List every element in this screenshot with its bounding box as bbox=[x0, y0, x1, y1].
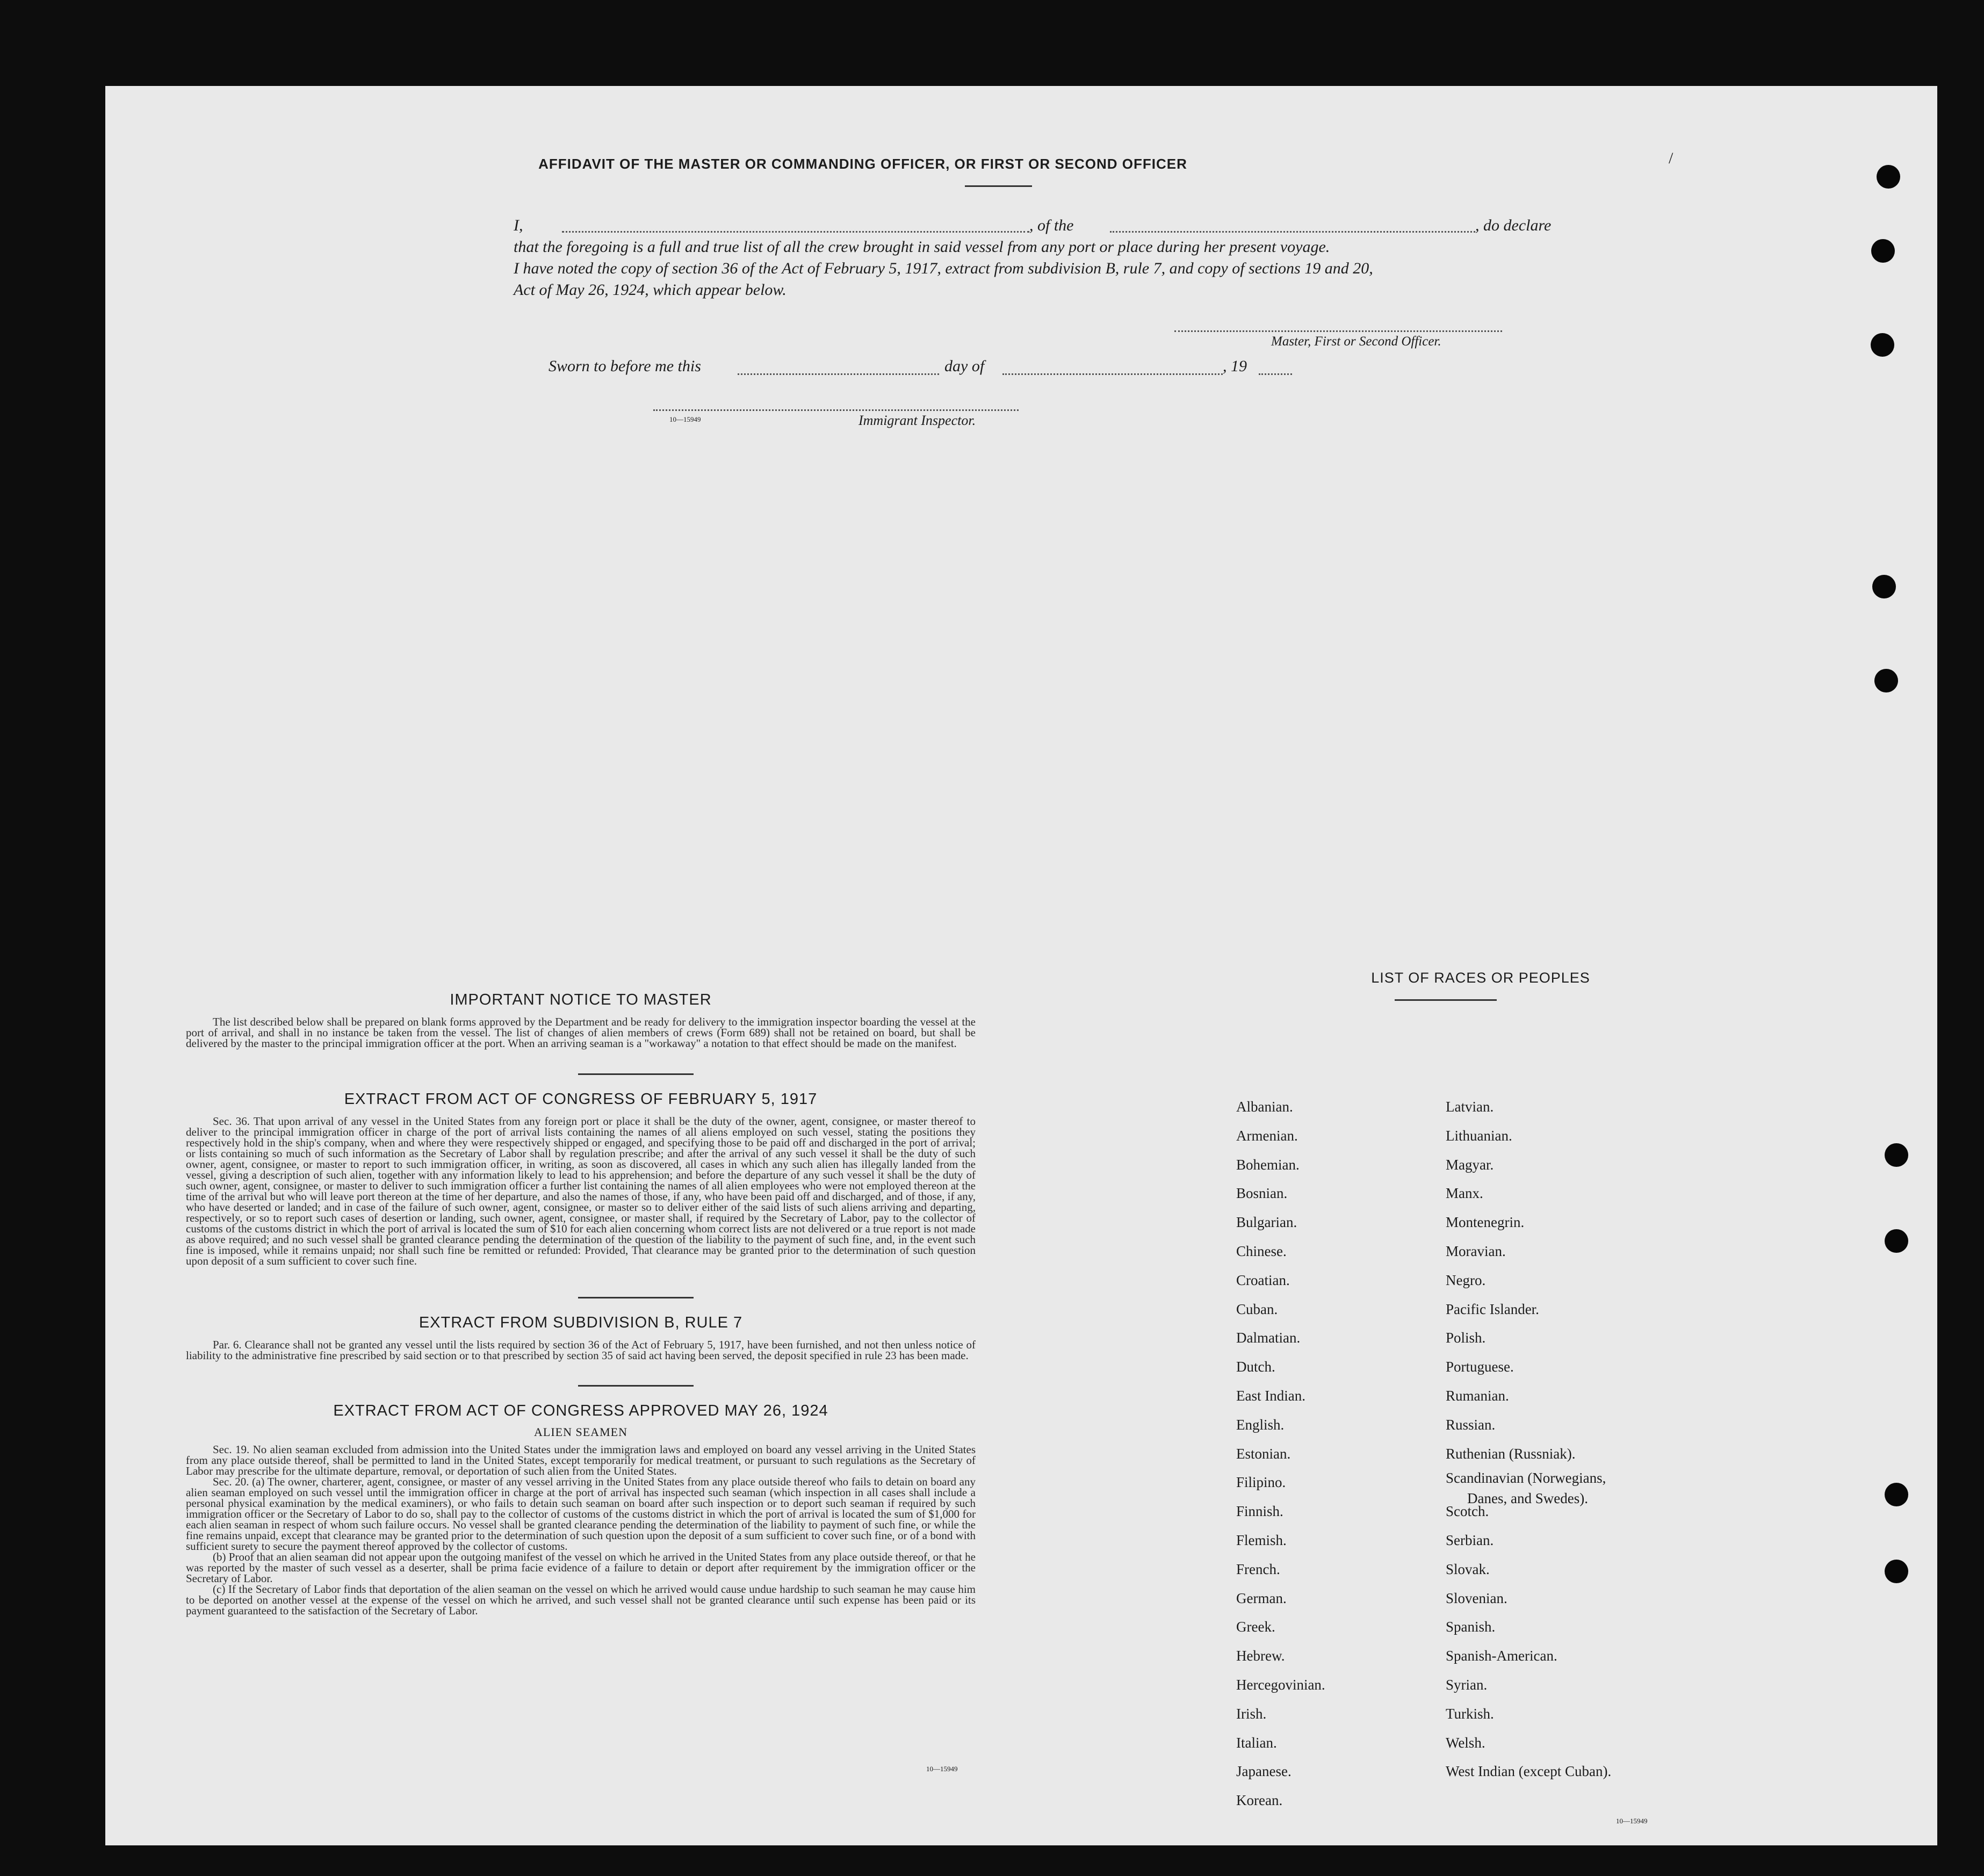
sworn-day-field-line[interactable] bbox=[738, 373, 939, 375]
i-label: I, bbox=[514, 217, 523, 234]
race-item: Serbian. bbox=[1446, 1532, 1494, 1548]
race-item: Magyar. bbox=[1446, 1157, 1494, 1173]
alien-seamen-subtitle: ALIEN SEAMEN bbox=[534, 1425, 627, 1439]
section-36-paragraph: Sec. 36. That upon arrival of any vessel in the United States from any foreign port or place it shall be the duty of the owner, agent, consignee, or master thereof to deliver to the principal immigration officer in charge of the port of arrival lists containing the names of all aliens employed on such vessel, stating the positions they respectively hold in the ship's company, when and where they were respectively shipped or engaged, and specifying those to be paid off and discharged in the port of arrival; or lists containing so much of such information as the Secretary of Labor shall by regulation prescribe; and after the arrival of any such vessel it shall be the duty of such owner, agent, consignee, or master to report to such immigration officer, in writing, as soon as discovered, all cases in which any such alien has illegally landed from the vessel, giving a description of such alien, together with any information likely to lead to his apprehension; and before the departure of any such vessel it shall be the duty of such owner, agent, consignee, or master to deliver to such immigration officer a further list containing the names of all alien employees who were not employed thereon at the time of the arrival but who will leave port thereon at the time of her departure, and also the names of those, if any, who have been paid off and discharged, and of those, if any, who have deserted or landed; and in case of the failure of such owner, agent, consignee, or master so to deliver either of the said lists of such aliens arriving and departing, respectively, or so to report such cases of desertion or landing, such owner, agent, consignee, or master shall, if required by the Secretary of Labor, pay to the collector of customs of the customs district in which the port of arrival is located the sum of $10 for each alien concerning whom correct lists are not delivered or a true report is not made as above required; and no such vessel shall be granted clearance pending the determination of the question of the liability to the payment of such fine, and, in the event such fine is imposed, while it remains unpaid; nor shall such fine be remitted or refunded: Provided, That clearance may be granted prior to the determination of such question upon deposit of a sum sufficient to cover such fine. bbox=[186, 1115, 976, 1267]
master-signature-line[interactable] bbox=[1174, 330, 1502, 332]
rule7-divider bbox=[578, 1385, 694, 1387]
race-item: Danes, and Swedes). bbox=[1467, 1490, 1588, 1506]
binder-hole bbox=[1885, 1229, 1908, 1253]
sworn-line bbox=[549, 357, 1408, 379]
binder-hole bbox=[1872, 575, 1896, 598]
race-item: Spanish. bbox=[1446, 1619, 1496, 1635]
binder-hole bbox=[1885, 1560, 1908, 1583]
races-title: LIST OF RACES OR PEOPLES bbox=[1371, 970, 1590, 986]
extract-1924-text bbox=[186, 1444, 976, 1616]
race-item: Irish. bbox=[1236, 1706, 1267, 1722]
extract-1917-text bbox=[186, 1116, 976, 1266]
affidavit-statement bbox=[514, 215, 1642, 301]
race-item: Filipino. bbox=[1236, 1474, 1286, 1490]
race-item: Negro. bbox=[1446, 1272, 1486, 1288]
sec20a-paragraph: Sec. 20. (a) The owner, charterer, agent, consignee, or master of any vessel arriving in the United States from any place outside thereof who fails to detain on board any alien seaman employed on such vessel until the immigration officer in charge at the port of arrival has inspected such seaman (which inspection in all cases shall include a personal physical examination by the medical examiners), or who fails to detain such seaman on board after such inspection or to deport such seaman if required by such immigration officer or the Secretary of Labor to do so, shall pay to the collector of customs of the customs district in which the port of arrival is located the sum of $1,000 for each alien seaman in respect of whom such failure occurs. No vessel shall be granted clearance pending the determination of the liability to payment of such fine, or while the fine remains unpaid, except that clearance may be granted prior to the determination of such question upon the deposit of a sum sufficient to cover such fine, or of a bond with sufficient surety to secure the payment thereof approved by the collector of customs. bbox=[186, 1475, 976, 1553]
race-item: Polish. bbox=[1446, 1330, 1486, 1346]
extract-1917-divider bbox=[578, 1297, 694, 1298]
race-item: Manx. bbox=[1446, 1185, 1483, 1201]
inspector-signature-line[interactable] bbox=[653, 409, 1019, 411]
notice-text bbox=[186, 1016, 976, 1049]
do-declare-label: , do declare bbox=[1475, 217, 1552, 234]
race-item: Finnish. bbox=[1236, 1503, 1283, 1519]
race-item: Moravian. bbox=[1446, 1243, 1506, 1259]
race-item: Montenegrin. bbox=[1446, 1214, 1525, 1230]
statement-line-4: Act of May 26, 1924, which appear below. bbox=[514, 281, 787, 299]
notice-divider bbox=[578, 1073, 694, 1075]
extract-form-number: 10—15949 bbox=[926, 1765, 958, 1773]
rule7-paragraph: Par. 6. Clearance shall not be granted any vessel until the lists required by section 36 of the Act of February 5, 1917, have been furnished, and not then unless notice of liability to the administrative fine prescribed by said section or to that prescribed by section 35 of said act having been served, the deposit specified in rule 23 has been made. bbox=[186, 1338, 976, 1362]
sec19-paragraph: Sec. 19. No alien seaman excluded from admission into the United States under the immigration laws and employed on board any vessel arriving in the United States from any place outside thereof, shall be permitted to land in the United States, except temporarily for medical treatment, or pursuant to such regulations as the Secretary of Labor may prescribe for the ultimate departure, removal, or deportation of such alien from the United States. bbox=[186, 1443, 976, 1477]
race-item: Syrian. bbox=[1446, 1677, 1488, 1693]
sec20c-paragraph: (c) If the Secretary of Labor finds that deportation of the alien seaman on the vessel on which he arrived would cause undue hardship to such seaman he may cause him to be deported on another vessel at the expense of the vessel on which he arrived, and such vessel shall not be granted clearance until such expense has been paid or its payment guaranteed to the satisfaction of the Secretary of Labor. bbox=[186, 1583, 976, 1617]
race-item: West Indian (except Cuban). bbox=[1446, 1763, 1612, 1779]
race-item: Albanian. bbox=[1236, 1099, 1293, 1115]
race-item: Scandinavian (Norwegians, bbox=[1446, 1470, 1606, 1486]
race-item: Bosnian. bbox=[1236, 1185, 1288, 1201]
race-item: Hebrew. bbox=[1236, 1648, 1285, 1664]
race-item: Slovenian. bbox=[1446, 1590, 1507, 1606]
race-item: Turkish. bbox=[1446, 1706, 1494, 1722]
sec20b-paragraph: (b) Proof that an alien seaman did not appear upon the outgoing manifest of the vessel on which he arrived in the United States from any place outside thereof, or that he was reported by the master of such vessel as a deserter, shall be prima facie evidence of a failure to detain or deport after requirement by the immigration officer or the Secretary of Labor. bbox=[186, 1550, 976, 1585]
of-the-label: , of the bbox=[1029, 217, 1074, 234]
race-item: Lithuanian. bbox=[1446, 1128, 1512, 1144]
year-field-line[interactable] bbox=[1259, 373, 1292, 375]
race-item: English. bbox=[1236, 1417, 1285, 1433]
master-signature-label: Master, First or Second Officer. bbox=[1271, 334, 1441, 349]
rule7-text bbox=[186, 1339, 976, 1361]
corner-mark: / bbox=[1669, 149, 1673, 167]
race-item: East Indian. bbox=[1236, 1388, 1305, 1404]
races-divider bbox=[1395, 999, 1497, 1001]
form-sheet bbox=[105, 86, 1937, 1845]
race-item: Cuban. bbox=[1236, 1301, 1278, 1317]
binder-hole bbox=[1871, 239, 1895, 263]
declaration-line bbox=[514, 215, 1642, 236]
affidavit-form-number: 10—15949 bbox=[669, 415, 701, 423]
race-item: Rumanian. bbox=[1446, 1388, 1509, 1404]
name-field-line[interactable] bbox=[562, 231, 1029, 233]
race-item: French. bbox=[1236, 1561, 1280, 1577]
race-item: Ruthenian (Russniak). bbox=[1446, 1446, 1576, 1462]
races-form-number: 10—15949 bbox=[1616, 1817, 1648, 1825]
race-item: Portuguese. bbox=[1446, 1359, 1514, 1375]
notice-paragraph: The list described below shall be prepared on blank forms approved by the Department and be ready for delivery to the immigration inspector boarding the vessel at the port of arrival, and shall in no instance be taken from the vessel. The list of changes of alien members of crews (Form 689) shall not be retained on board, but shall be delivered by the master to the principal immigration officer at the port. When an arriving seaman is a "workaway" a notation to that effect should be made on the manifest. bbox=[186, 1015, 976, 1050]
race-item: Greek. bbox=[1236, 1619, 1275, 1635]
race-item: Bulgarian. bbox=[1236, 1214, 1297, 1230]
race-item: Scotch. bbox=[1446, 1503, 1489, 1519]
rule7-title: EXTRACT FROM SUBDIVISION B, RULE 7 bbox=[419, 1314, 743, 1331]
day-of-label: day of bbox=[944, 357, 985, 375]
race-item: Estonian. bbox=[1236, 1446, 1291, 1462]
statement-line-2: that the foregoing is a full and true list of all the crew brought in said vessel from any port or place during her present voyage. bbox=[514, 238, 1330, 256]
sworn-month-field-line[interactable] bbox=[1002, 373, 1223, 375]
extract-1924-title: EXTRACT FROM ACT OF CONGRESS APPROVED MAY 26, 1924 bbox=[333, 1402, 828, 1419]
statement-line-3: I have noted the copy of section 36 of the Act of February 5, 1917, extract from subdivision B, rule 7, and copy of sections 19 and 20, bbox=[514, 259, 1373, 277]
binder-hole bbox=[1877, 165, 1900, 189]
race-item: Spanish-American. bbox=[1446, 1648, 1557, 1664]
binder-hole bbox=[1885, 1483, 1908, 1506]
race-item: Chinese. bbox=[1236, 1243, 1287, 1259]
race-item: Russian. bbox=[1446, 1417, 1496, 1433]
vessel-field-line[interactable] bbox=[1110, 231, 1475, 233]
binder-hole bbox=[1871, 333, 1894, 357]
binder-hole bbox=[1874, 669, 1898, 692]
inspector-label: Immigrant Inspector. bbox=[858, 413, 976, 428]
title-underline bbox=[965, 185, 1032, 187]
binder-hole bbox=[1885, 1143, 1908, 1167]
race-item: Welsh. bbox=[1446, 1735, 1485, 1751]
race-item: Korean. bbox=[1236, 1792, 1283, 1808]
race-item: Dalmatian. bbox=[1236, 1330, 1301, 1346]
race-item: Bohemian. bbox=[1236, 1157, 1300, 1173]
extract-1917-title: EXTRACT FROM ACT OF CONGRESS OF FEBRUARY 5, 1917 bbox=[344, 1091, 818, 1108]
race-item: Croatian. bbox=[1236, 1272, 1290, 1288]
race-item: Armenian. bbox=[1236, 1128, 1298, 1144]
race-item: Flemish. bbox=[1236, 1532, 1287, 1548]
race-item: Hercegovinian. bbox=[1236, 1677, 1325, 1693]
race-item: Pacific Islander. bbox=[1446, 1301, 1539, 1317]
race-item: German. bbox=[1236, 1590, 1287, 1606]
affidavit-title: AFFIDAVIT OF THE MASTER OR COMMANDING OFFICER, OR FIRST OR SECOND OFFICER bbox=[538, 156, 1187, 172]
race-item: Japanese. bbox=[1236, 1763, 1292, 1779]
race-item: Dutch. bbox=[1236, 1359, 1275, 1375]
sworn-label: Sworn to before me this bbox=[549, 357, 701, 375]
race-item: Latvian. bbox=[1446, 1099, 1494, 1115]
race-item: Italian. bbox=[1236, 1735, 1277, 1751]
race-item: Slovak. bbox=[1446, 1561, 1490, 1577]
year-label: , 19 bbox=[1223, 357, 1247, 375]
notice-title: IMPORTANT NOTICE TO MASTER bbox=[450, 991, 712, 1008]
